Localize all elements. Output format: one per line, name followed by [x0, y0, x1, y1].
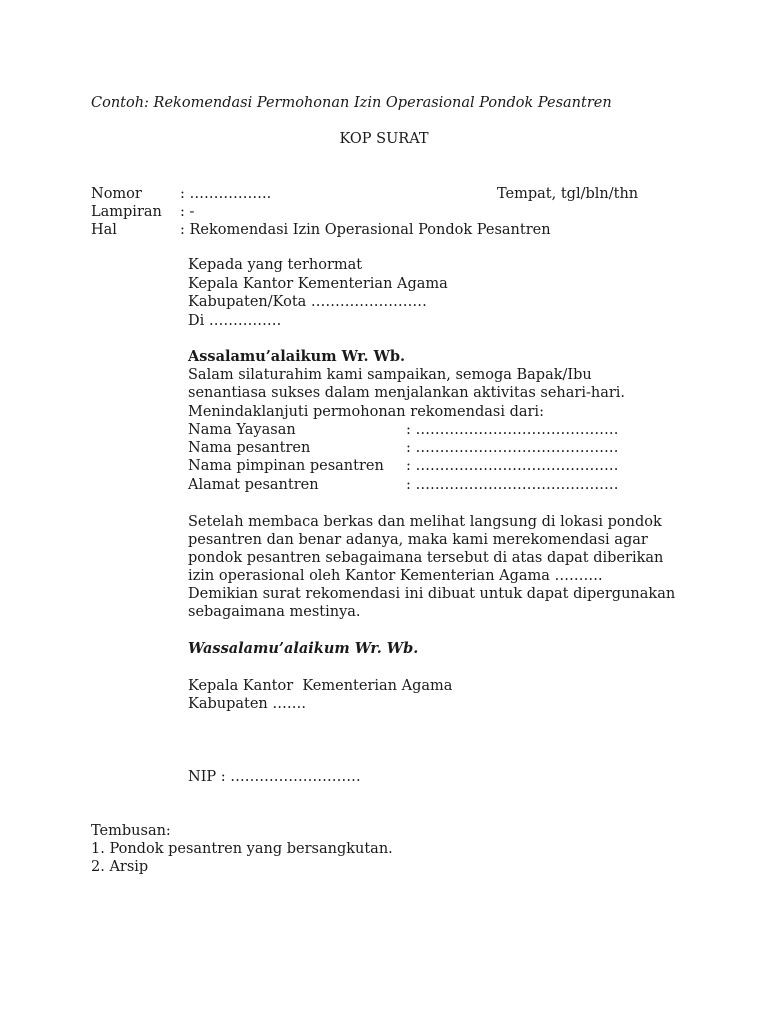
field-label-yayasan: Nama Yayasan [188, 422, 296, 438]
intro-line2: senantiasa sukses dalam menjalankan aktivitas sehari-hari. [188, 385, 626, 401]
greeting: Assalamu’alaikum Wr. Wb. [188, 348, 406, 365]
lampiran-value: : - [180, 204, 195, 220]
addressee-line4: Di …………… [188, 313, 282, 329]
field-label-pimpinan: Nama pimpinan pesantren [188, 458, 384, 474]
intro-line1: Salam silaturahim kami sampaikan, semoga Bapak/Ibu [188, 367, 592, 383]
body-line2: pesantren dan benar adanya, maka kami merekomendasi agar [188, 532, 648, 548]
nomor-value: : …………….. [180, 186, 272, 202]
signature-line2: Kabupaten ……. [188, 696, 306, 712]
field-value-yayasan: : …………………………………… [406, 422, 619, 438]
tembusan-title: Tembusan: [91, 823, 171, 839]
addressee-line2: Kepala Kantor Kementerian Agama [188, 276, 448, 292]
field-label-alamat: Alamat pesantren [188, 477, 319, 493]
tembusan-item: 1. Pondok pesantren yang bersangkutan. [91, 841, 393, 857]
field-value-pesantren: : …………………………………… [406, 440, 619, 456]
place-date: Tempat, tgl/bln/thn [497, 186, 639, 202]
field-value-alamat: : …………………………………… [406, 477, 619, 493]
signature-line1: Kepala Kantor Kementerian Agama [188, 678, 453, 694]
body-line1: Setelah membaca berkas dan melihat langsung di lokasi pondok [188, 514, 662, 530]
closing-greeting: Wassalamu’alaikum Wr. Wb. [188, 640, 419, 657]
addressee-line3: Kabupaten/Kota …………………… [188, 294, 427, 310]
field-value-pimpinan: : …………………………………… [406, 458, 619, 474]
lampiran-label: Lampiran [91, 204, 162, 220]
signature-nip: NIP : ……………………… [188, 769, 361, 785]
hal-label: Hal [91, 222, 117, 238]
body-line5: Demikian surat rekomendasi ini dibuat untuk dapat dipergunakan [188, 586, 676, 602]
body-line4: izin operasional oleh Kantor Kementerian Agama ………. [188, 568, 603, 584]
intro-line3: Menindaklanjuti permohonan rekomendasi dari: [188, 404, 544, 420]
nomor-label: Nomor [91, 186, 142, 202]
letterhead: KOP SURAT [339, 131, 429, 147]
field-label-pesantren: Nama pesantren [188, 440, 311, 456]
body-line6: sebagaimana mestinya. [188, 604, 361, 620]
tembusan-item: 2. Arsip [91, 859, 149, 875]
addressee-line1: Kepada yang terhormat [188, 257, 363, 273]
example-title: Contoh: Rekomendasi Permohonan Izin Operasional Pondok Pesantren [91, 95, 612, 111]
hal-value: : Rekomendasi Izin Operasional Pondok Pesantren [180, 222, 551, 238]
body-line3: pondok pesantren sebagaimana tersebut di atas dapat diberikan [188, 550, 664, 566]
